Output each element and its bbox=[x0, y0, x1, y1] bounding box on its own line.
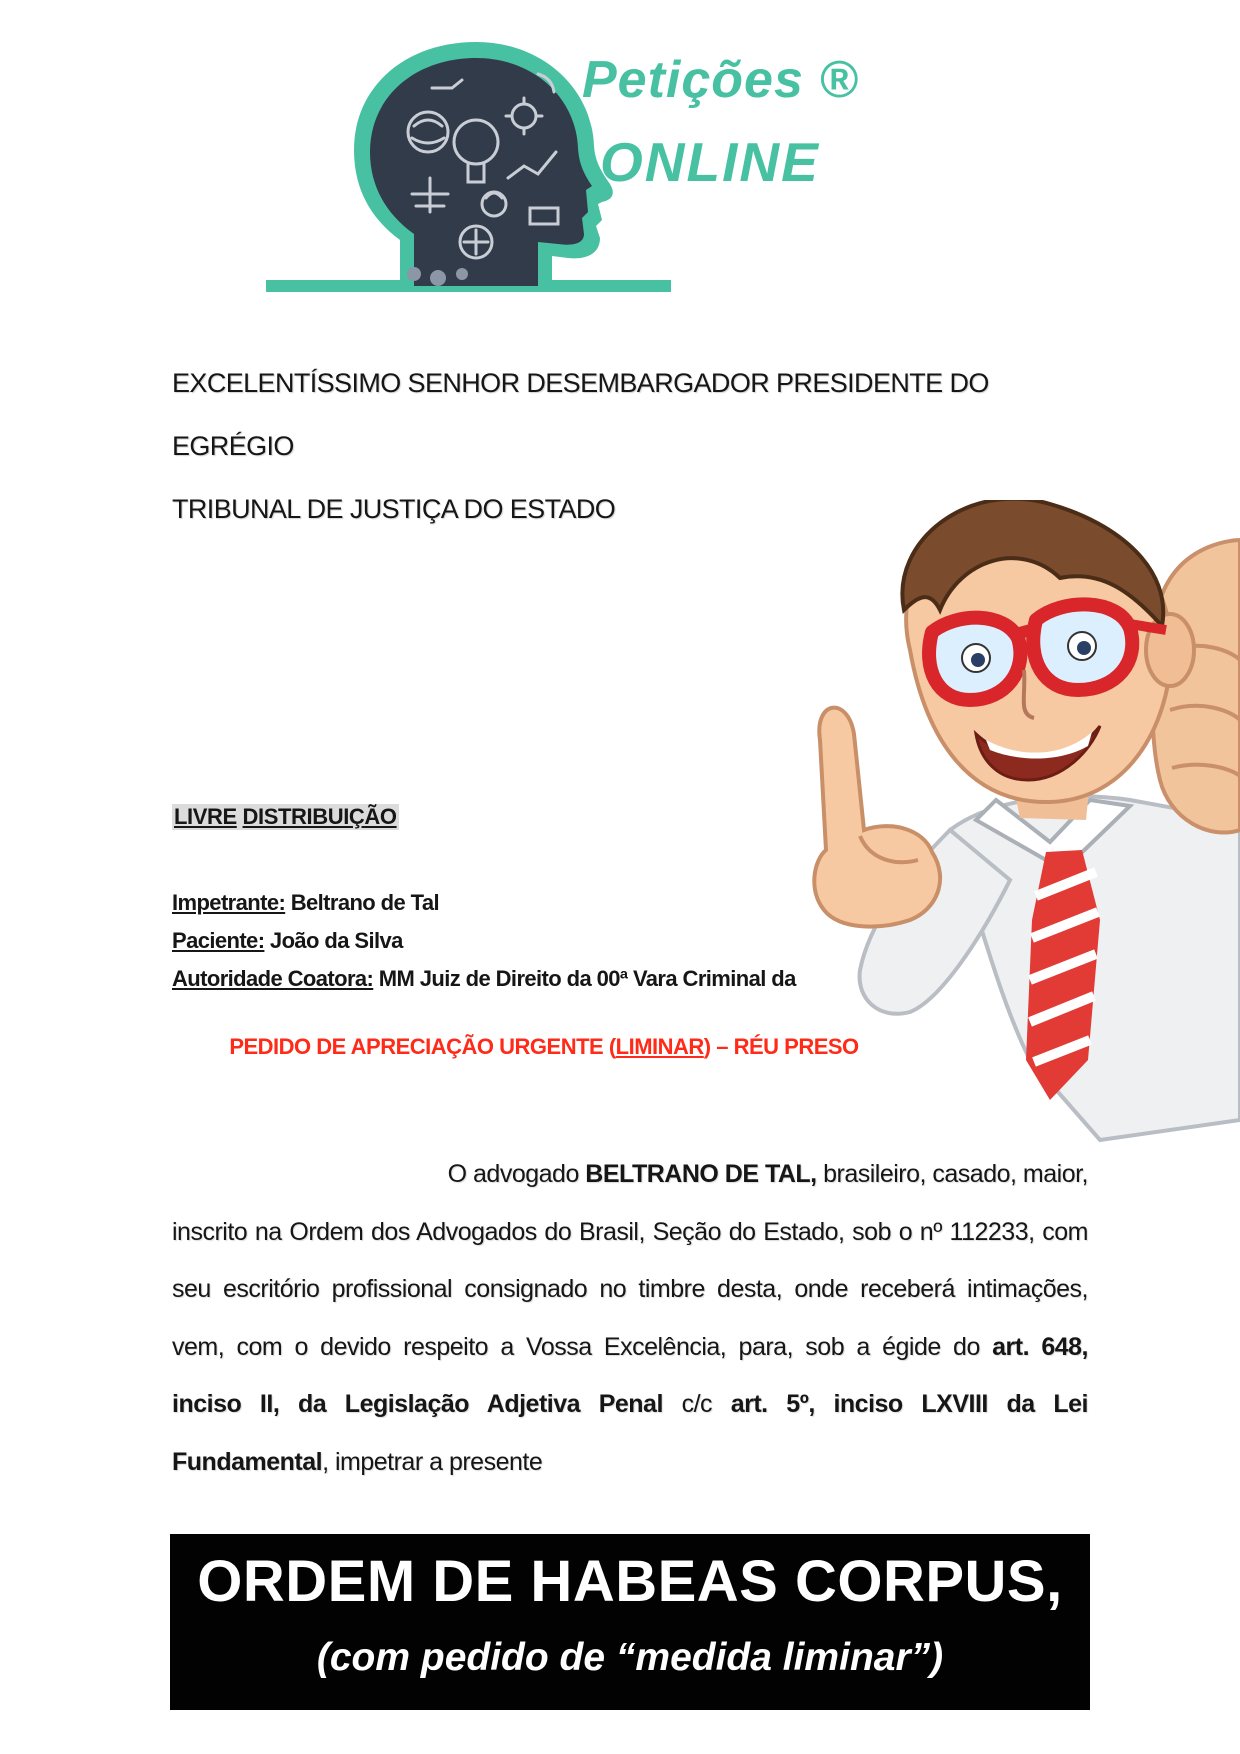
addressee-line2: TRIBUNAL DE JUSTIÇA DO ESTADO bbox=[172, 494, 616, 524]
distribution-word2: DISTRIBUIÇÃO bbox=[242, 804, 397, 829]
party-label: Paciente: bbox=[172, 928, 265, 953]
urgent-text-after: ) – RÉU PRESO bbox=[703, 1034, 859, 1059]
petition-paragraph bbox=[172, 1146, 1088, 1491]
urgent-text-before: PEDIDO DE APRECIAÇÃO URGENTE ( bbox=[229, 1034, 616, 1059]
paragraph-line: inscrito na Ordem dos Advogados do Brasil, Seção do Estado, sob o nº 112233, com bbox=[172, 1217, 1088, 1246]
cartoon-mascot-illustration bbox=[800, 500, 1240, 1180]
distribution-word1: LIVRE bbox=[174, 804, 237, 829]
paragraph-line bbox=[172, 1434, 1088, 1492]
urgent-text-liminar: LIMINAR bbox=[615, 1034, 704, 1059]
habeas-corpus-title-box bbox=[170, 1534, 1090, 1710]
paragraph-line: seu escritório profissional consignado no timbre desta, onde receberá intimações, bbox=[172, 1275, 1088, 1303]
text-run-bold: art. 5º, inciso LXVIII da Lei bbox=[730, 1390, 1088, 1418]
distribution-heading bbox=[172, 804, 399, 830]
text-run: brasileiro, casado, maior, bbox=[816, 1160, 1088, 1188]
party-label: Autoridade Coatora: bbox=[172, 966, 374, 991]
text-run: O advogado bbox=[447, 1160, 586, 1188]
paragraph-line bbox=[172, 1376, 1088, 1434]
addressee-line1: EXCELENTÍSSIMO SENHOR DESEMBARGADOR PRESIDENTE DO EGRÉGIO bbox=[172, 368, 989, 461]
brand-name-line2: ONLINE bbox=[600, 131, 820, 193]
document-subtitle: (com pedido de “medida liminar”) bbox=[316, 1636, 944, 1679]
text-run: c/c bbox=[662, 1390, 731, 1418]
party-value: João da Silva bbox=[264, 928, 403, 953]
text-run-bold: Fundamental bbox=[172, 1447, 323, 1476]
party-label: Impetrante: bbox=[172, 890, 286, 915]
text-run: vem, com o devido respeito a Vossa Excelência, para, sob a égide do bbox=[172, 1332, 993, 1361]
document-title: ORDEM DE HABEAS CORPUS, bbox=[197, 1549, 1063, 1614]
text-run-bold: BELTRANO DE TAL, bbox=[585, 1160, 817, 1188]
paragraph-line bbox=[172, 1319, 1088, 1377]
brand-name-line1: Petições ® bbox=[582, 51, 859, 109]
text-run: , impetrar a presente bbox=[322, 1447, 543, 1476]
party-value: Beltrano de Tal bbox=[285, 890, 440, 915]
text-run-bold: art. 648, bbox=[992, 1332, 1088, 1361]
text-run-bold: inciso II, da Legislação Adjetiva Penal bbox=[172, 1390, 663, 1418]
party-value: MM Juiz de Direito da 00ª Vara Criminal da bbox=[373, 966, 796, 991]
